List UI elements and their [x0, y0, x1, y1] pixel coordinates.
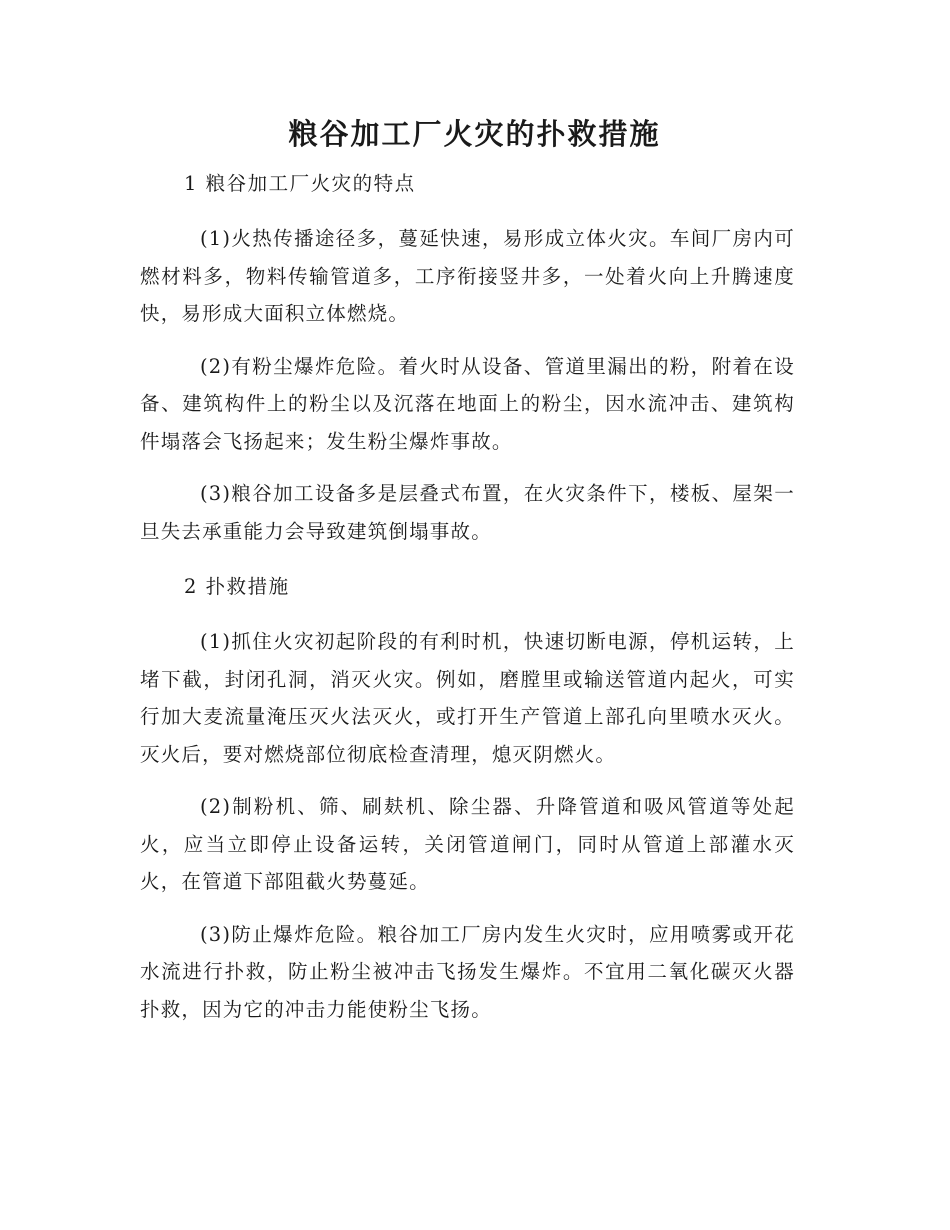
- section-heading: 2 扑救措施: [184, 575, 290, 598]
- document-title: 粮谷加工厂火灾的扑救措施: [288, 117, 661, 151]
- paragraph: (2)有粉尘爆炸危险。着火时从设备、管道里漏出的粉，附着在设备、建筑构件上的粉尘以及沉落在地面上的粉尘，因水流冲击、建筑构件塌落会飞扬起来；发生粉尘爆炸事故。: [140, 354, 795, 453]
- section-measures: [140, 573, 795, 1028]
- paragraph: (3)粮谷加工设备多是层叠式布置，在火灾条件下，楼板、屋架一旦失去承重能力会导致建筑倒塌事故。: [140, 482, 795, 543]
- paragraph: (3)防止爆炸危险。粮谷加工厂房内发生火灾时，应用喷雾或开花水流进行扑救，防止粉尘被冲击飞扬发生爆炸。不宜用二氧化碳灭火器扑救，因为它的冲击力能使粉尘飞扬。: [140, 922, 795, 1021]
- document-page: [140, 112, 795, 1043]
- paragraph: (1)火热传播途径多，蔓延快速，易形成立体火灾。车间厂房内可燃材料多，物料传输管道多，工序衔接竖井多，一处着火向上升腾速度快，易形成大面积立体燃烧。: [140, 227, 795, 325]
- section-heading: 1 粮谷加工厂火灾的特点: [184, 172, 416, 195]
- section-characteristics: [140, 170, 795, 550]
- paragraph: (1)抓住火灾初起阶段的有利时机，快速切断电源，停机运转，上堵下截，封闭孔洞，消灭火灾。例如，磨膛里或输送管道内起火，可实行加大麦流量淹压灭火法灭火，或打开生产管道上部孔向里喷水灭火。灭火后，要对燃烧部位彻底检查清理，熄灭阴燃火。: [140, 630, 795, 766]
- paragraph: (2)制粉机、筛、刷麸机、除尘器、升降管道和吸风管道等处起火，应当立即停止设备运转，关闭管道闸门，同时从管道上部灌水灭火，在管道下部阻截火势蔓延。: [140, 795, 795, 893]
- section-spacer: [140, 565, 795, 573]
